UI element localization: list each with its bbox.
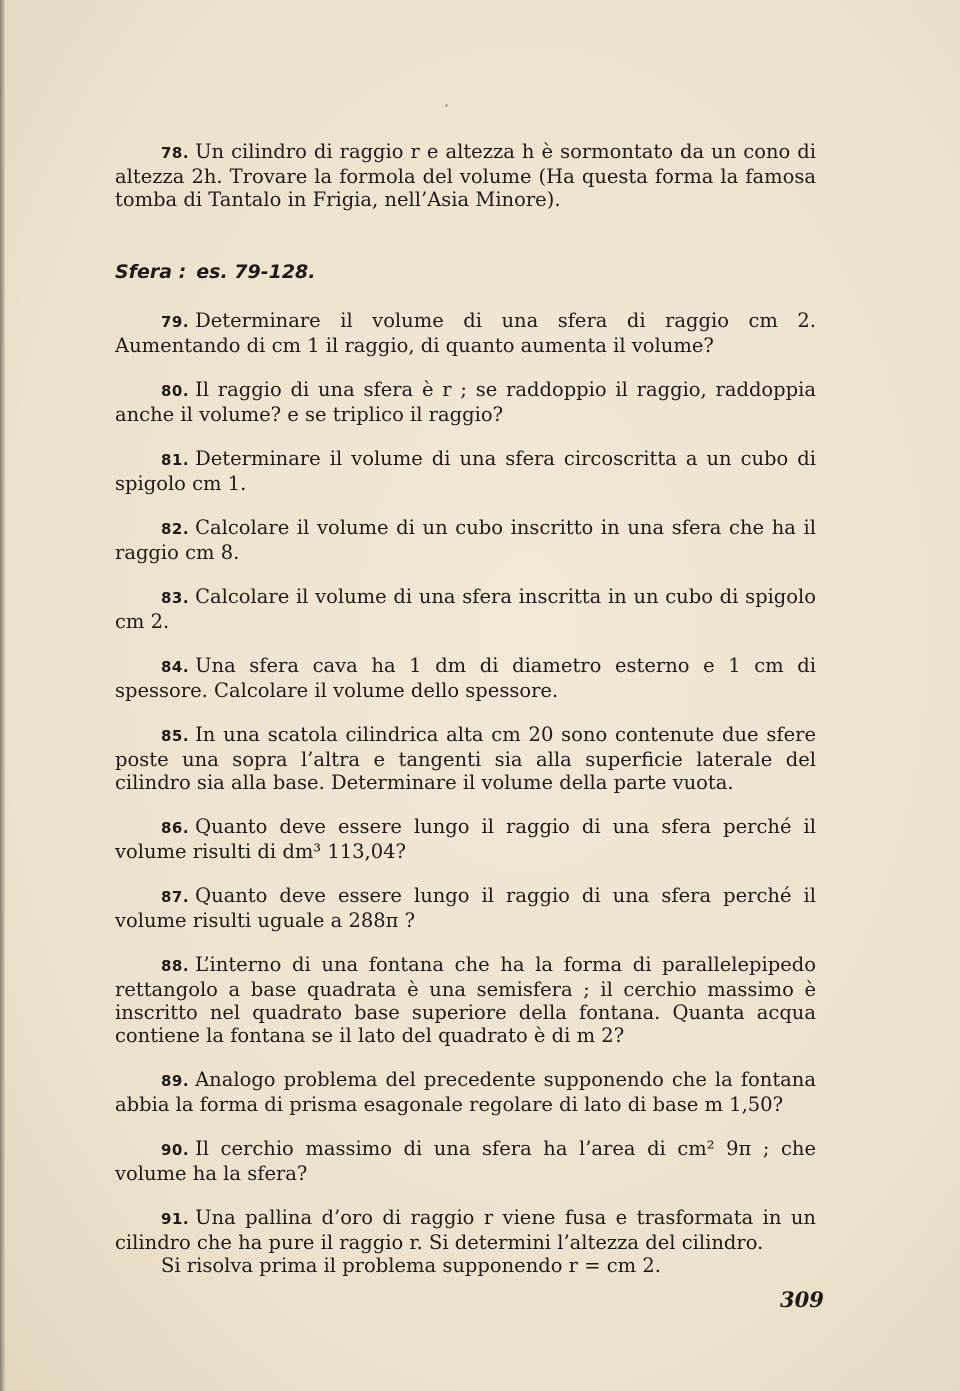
exercise-number: 90.	[161, 1141, 190, 1159]
exercise-90	[115, 1137, 816, 1185]
exercise-text: Il cerchio massimo di una sfera ha l’area di cm² 9π ; che volume ha la sfera?	[115, 1137, 816, 1185]
exercise-number: 83.	[161, 589, 190, 607]
page-binding-edge	[0, 0, 5, 1391]
exercise-number: 89.	[161, 1072, 190, 1090]
page-content	[115, 140, 816, 1277]
exercise-number: 81.	[161, 451, 190, 469]
exercise-80	[115, 378, 816, 426]
exercise-86	[115, 815, 816, 863]
section-heading	[115, 260, 816, 284]
exercise-88	[115, 953, 816, 1047]
exercise-number: 91.	[161, 1210, 190, 1228]
exercise-number: 88.	[161, 957, 190, 975]
exercise-text: Calcolare il volume di un cubo inscritto in una sfera che ha il raggio cm 8.	[115, 516, 816, 564]
exercise-number: 79.	[161, 313, 190, 331]
exercise-text: Determinare il volume di una sfera circoscritta a un cubo di spigolo cm 1.	[115, 447, 816, 495]
exercise-number: 86.	[161, 819, 190, 837]
exercise-text: Quanto deve essere lungo il raggio di una sfera perché il volume risulti di dm³ 113,04?	[115, 815, 816, 863]
exercise-81	[115, 447, 816, 495]
exercise-text: Analogo problema del precedente supponendo che la fontana abbia la forma di prisma esagonale regolare di lato di base m 1,50?	[115, 1068, 816, 1116]
page-number: 309	[780, 1287, 824, 1312]
exercise-91	[115, 1206, 816, 1277]
exercise-text: L’interno di una fontana che ha la forma di parallelepipedo rettangolo a base quadrata è una semisfera ; il cerchio massimo è inscritto nel quadrato base superiore della fontana. Quanta acqua contiene la fontana se il lato del quadrato è di m 2?	[115, 953, 816, 1047]
exercise-number: 78.	[161, 144, 190, 162]
exercise-82	[115, 516, 816, 564]
exercise-number: 80.	[161, 382, 190, 400]
exercise-text: Un cilindro di raggio r e altezza h è sormontato da un cono di altezza 2h. Trovare la formola del volume (Ha questa forma la famosa tomba di Tantalo in Frigia, nell’Asia Minore).	[115, 140, 816, 211]
exercise-87	[115, 884, 816, 932]
section-range: es. 79-128.	[196, 261, 316, 283]
exercise-84	[115, 654, 816, 702]
exercise-number: 84.	[161, 658, 190, 676]
exercise-number: 87.	[161, 888, 190, 906]
paper-speck	[445, 104, 448, 107]
exercise-text: In una scatola cilindrica alta cm 20 sono contenute due sfere poste una sopra l’altra e tangenti sia alla superficie laterale del cilindro sia alla base. Determinare il volume della parte vuota.	[115, 723, 816, 794]
section-label: Sfera :	[115, 261, 187, 283]
exercise-79	[115, 309, 816, 357]
exercise-number: 85.	[161, 727, 190, 745]
exercise-text: Determinare il volume di una sfera di raggio cm 2. Aumentando di cm 1 il raggio, di quanto aumenta il volume?	[115, 309, 816, 357]
exercise-number: 82.	[161, 520, 190, 538]
exercise-78	[115, 140, 816, 211]
exercise-text: Il raggio di una sfera è r ; se raddoppio il raggio, raddoppia anche il volume? e se triplico il raggio?	[115, 378, 816, 426]
exercise-text-continuation: Si risolva prima il problema supponendo r = cm 2.	[161, 1254, 661, 1277]
exercise-text: Una sfera cava ha 1 dm di diametro esterno e 1 cm di spessore. Calcolare il volume dello spessore.	[115, 654, 816, 702]
exercise-89	[115, 1068, 816, 1116]
exercise-text: Calcolare il volume di una sfera inscritta in un cubo di spigolo cm 2.	[115, 585, 816, 633]
exercise-85	[115, 723, 816, 794]
exercise-83	[115, 585, 816, 633]
exercise-text: Una pallina d’oro di raggio r viene fusa e trasformata in un cilindro che ha pure il raggio r. Si determini l’altezza del cilindro.	[115, 1206, 816, 1254]
exercise-text: Quanto deve essere lungo il raggio di una sfera perché il volume risulti uguale a 288π ?	[115, 884, 816, 932]
